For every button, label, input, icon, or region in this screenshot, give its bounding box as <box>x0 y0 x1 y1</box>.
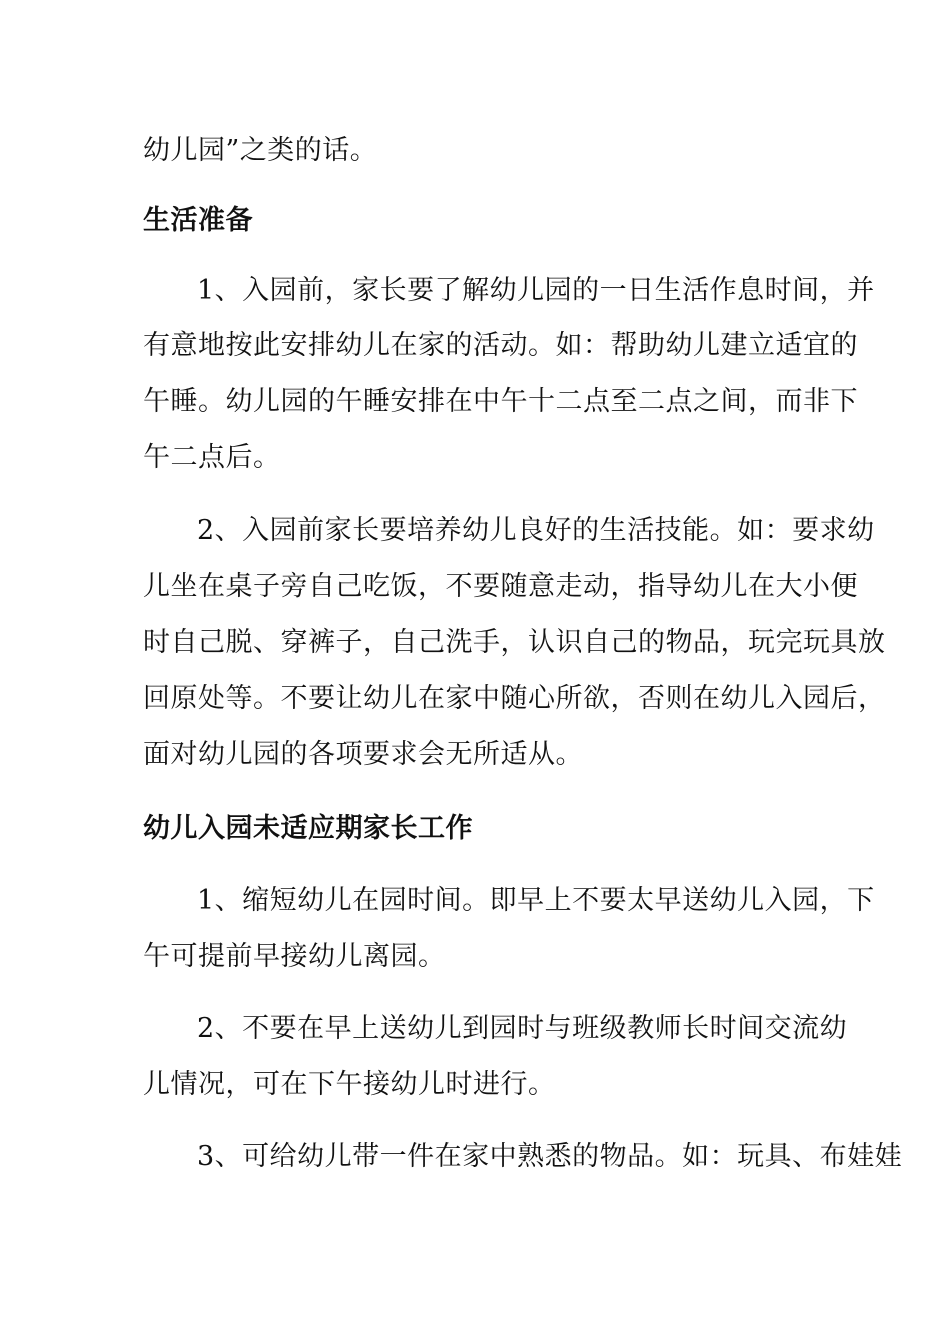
paragraph-line: 1、缩短幼儿在园时间。即早上不要太早送幼儿入园，下 <box>197 885 875 916</box>
paragraph-line: 儿情况，可在下午接幼儿时进行。 <box>143 1069 556 1100</box>
paragraph-line: 2、入园前家长要培养幼儿良好的生活技能。如：要求幼 <box>197 515 875 546</box>
paragraph-line: 时自己脱、穿裤子，自己洗手，认识自己的物品，玩完玩具放 <box>143 627 886 658</box>
paragraph-line: 2、不要在早上送幼儿到园时与班级教师长时间交流幼 <box>197 1013 848 1044</box>
section-heading-adaptation-period: 幼儿入园未适应期家长工作 <box>143 813 473 844</box>
paragraph-line: 午二点后。 <box>143 442 281 473</box>
section-heading-life-preparation: 生活准备 <box>143 205 253 236</box>
paragraph-continuation-line: 幼儿园”之类的话。 <box>143 135 378 166</box>
paragraph-line: 儿坐在桌子旁自己吃饭，不要随意走动，指导幼儿在大小便 <box>143 571 858 602</box>
paragraph-line: 午可提前早接幼儿离园。 <box>143 941 446 972</box>
paragraph-line: 有意地按此安排幼儿在家的活动。如：帮助幼儿建立适宜的 <box>143 330 858 361</box>
paragraph-line: 回原处等。不要让幼儿在家中随心所欲，否则在幼儿入园后， <box>143 683 886 714</box>
paragraph-line: 3、可给幼儿带一件在家中熟悉的物品。如：玩具、布娃娃 <box>197 1141 903 1172</box>
paragraph-line: 1、入园前，家长要了解幼儿园的一日生活作息时间，并 <box>197 275 875 306</box>
paragraph-line: 午睡。幼儿园的午睡安排在中午十二点至二点之间，而非下 <box>143 386 858 417</box>
paragraph-line: 面对幼儿园的各项要求会无所适从。 <box>143 739 583 770</box>
